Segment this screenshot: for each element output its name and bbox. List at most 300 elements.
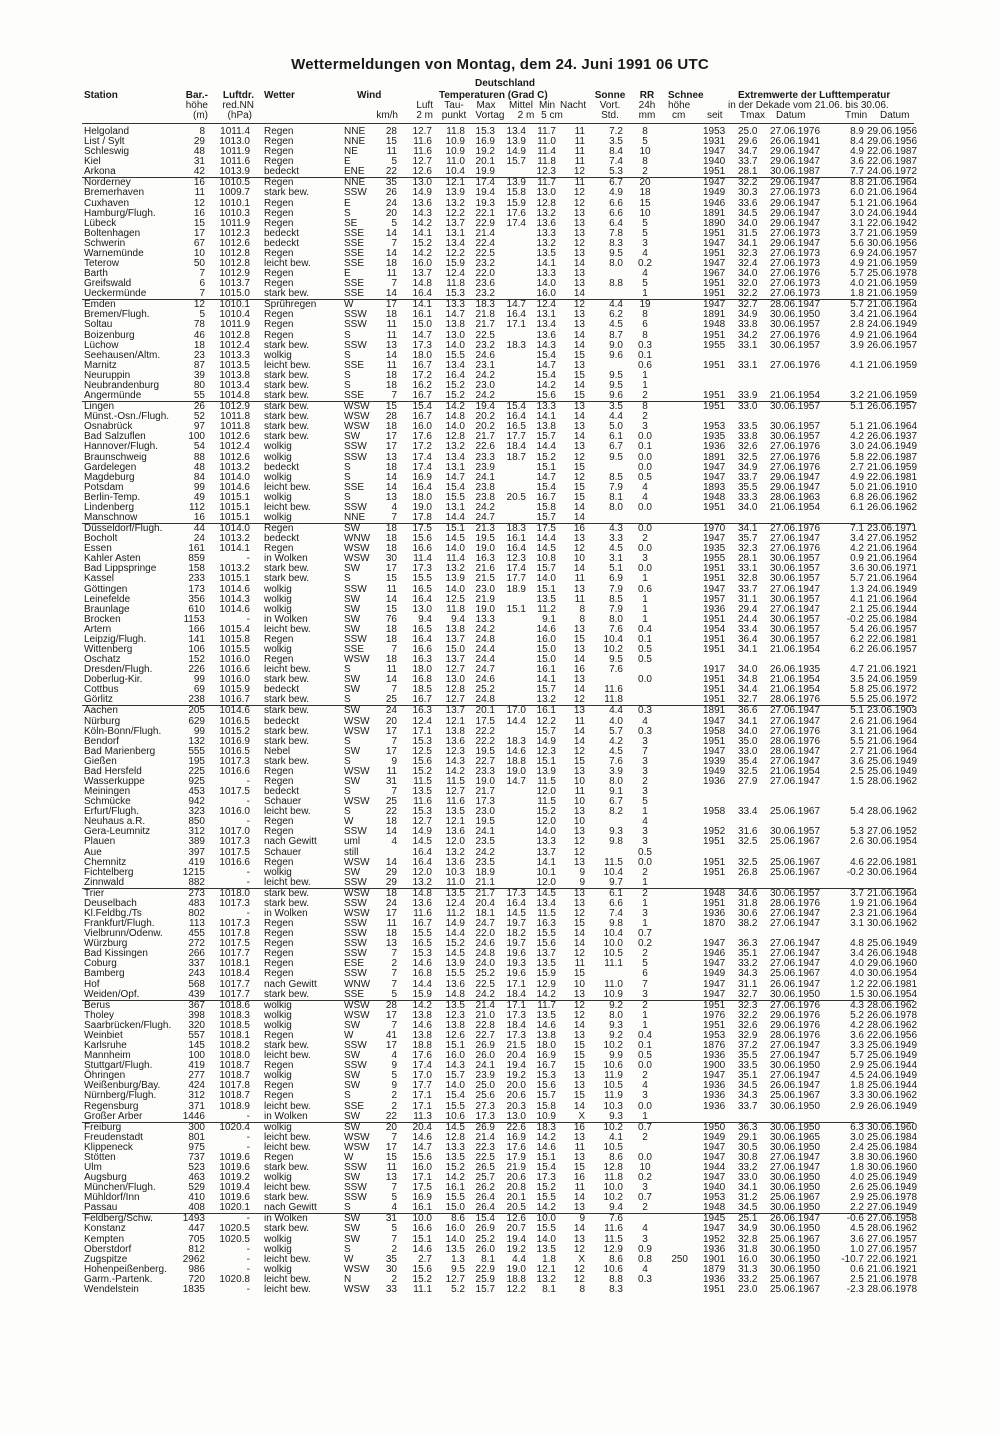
cell-barhoehe: 557 [188,1029,205,1041]
cell-sonne: 9.5 [609,654,623,666]
cell-tmax-datum: 27.06.1947 [770,1050,821,1062]
cell-tmin: 4.0 [850,1172,864,1184]
cell-wetter: stark bew. [264,431,310,443]
cell-wind-kmh: 28 [385,999,397,1011]
cell-luftdruck: 1014.6 [219,481,250,493]
cell-luft: 16.0 [412,1161,432,1173]
cell-rr: 8 [642,126,648,137]
cell-station: Freiburg [84,1121,122,1133]
cell-tmax-datum: 28.06.1976 [770,897,821,909]
cell-barhoehe: 419 [188,856,205,868]
cell-tmin-datum: 30.06.1971 [867,563,918,575]
cell-mittel: 16.1 [506,533,526,545]
cell-min: 15.7 [536,684,556,696]
cell-luftdruck: 1020.8 [219,1273,250,1285]
cell-seit: 1958 [703,725,726,737]
cell-wind-richtung: S [344,573,351,585]
cell-luft: 13.2 [412,876,432,888]
cell-wind-kmh: 17 [385,299,397,311]
cell-tmin: 5.1 [850,197,864,209]
cell-mittel: 21.9 [506,1161,526,1173]
cell-tmax-datum: 30.06.1957 [770,573,821,585]
cell-wind-richtung: W [344,1253,354,1265]
cell-tmin: 2.9 [850,1192,864,1204]
cell-seit: 1901 [703,1253,726,1265]
cell-wind-kmh: 2 [391,1273,397,1285]
cell-barhoehe: 320 [188,1019,205,1031]
cell-wind-richtung: S [344,369,351,381]
cell-min: 15.4 [536,349,556,361]
cell-station: Wendelstein [84,1283,139,1295]
cell-tmin-datum: 28.06.1962 [867,1019,918,1031]
cell-barhoehe: 529 [188,1182,205,1194]
cell-seit: 1953 [703,421,726,433]
cell-tmax-datum: 21.06.1954 [770,390,821,402]
cell-sonne: 10.4 [603,866,623,878]
header-luft-1: Luft [416,100,433,111]
cell-sonne: 11.8 [604,694,623,706]
cell-seit: 1940 [703,156,726,168]
cell-tmin: 5.2 [850,1009,864,1021]
station-row [0,1285,1000,1295]
cell-min: 13.5 [536,247,556,259]
cell-luftdruck: 1012.6 [219,451,250,463]
cell-sonne: 6.9 [609,573,623,585]
cell-tmin: 4.1 [850,359,864,371]
cell-rr: 4 [642,715,648,727]
cell-station: Schleswig [84,146,130,158]
cell-luft: 14.2 [412,217,432,229]
cell-sonne: 9.3 [609,1110,623,1122]
cell-taupunkt: 10.3 [445,866,465,878]
cell-luft: 17.1 [412,725,432,737]
cell-min: 14.4 [536,441,556,453]
cell-barhoehe: 447 [188,1223,205,1235]
cell-station: Kiel [84,156,101,168]
cell-tmin: 4.1 [850,593,864,605]
cell-station: Potsdam [84,481,124,493]
cell-wind-richtung: SSW [344,938,367,950]
cell-mittel: 19.0 [506,765,526,777]
header-tmin: Tmin [845,110,868,121]
cell-tmin-datum: 30.06.1962 [867,1090,918,1102]
cell-tmin-datum: 21.06.1964 [867,543,918,555]
cell-taupunkt: 10.9 [445,146,465,158]
cell-luftdruck: 1011.6 [220,156,250,168]
cell-station: Lindenberg [84,501,135,513]
cell-taupunkt: 14.8 [445,411,465,423]
cell-seit: 1947 [703,146,726,158]
cell-wind-kmh: 2 [391,1100,397,1112]
cell-tmax-datum: 27.06.1947 [770,1151,821,1163]
cell-wetter: bedeckt [264,237,300,249]
cell-tmin-datum: 21.06.1964 [867,725,918,737]
cell-sonne: 10.5 [603,1080,623,1092]
cell-sonne: 6.6 [609,897,623,909]
cell-nacht: 10 [573,776,585,787]
cell-nacht: 14 [573,288,585,300]
cell-max: 24.2 [475,390,495,402]
cell-rr: 0.3 [638,1273,652,1285]
station-row [0,574,1000,584]
cell-barhoehe: 225 [188,765,205,777]
cell-tmin: 6.2 [850,643,864,655]
cell-tmax: 34.0 [738,268,758,280]
cell-rr: 1 [642,573,648,585]
cell-tmax-datum: 21.06.1954 [770,684,821,696]
cell-min: 13.2 [536,207,556,219]
cell-wetter: leicht bew. [264,806,311,818]
cell-seit: 1951 [703,613,726,625]
cell-taupunkt: 9.5 [451,1263,465,1275]
cell-barhoehe: 397 [188,846,205,858]
cell-taupunkt: 16.4 [445,369,465,381]
cell-nacht: 11 [574,1182,585,1194]
cell-wind-kmh: 25 [385,796,397,808]
cell-barhoehe: 1835 [182,1283,205,1295]
cell-barhoehe: 113 [189,918,205,930]
cell-sonne: 6.6 [609,197,623,209]
cell-min: 13.6 [536,329,556,341]
cell-station: Plauen [84,836,116,848]
cell-tmin: -10.7 [841,1253,864,1265]
cell-taupunkt: 13.5 [445,806,465,818]
cell-luftdruck: 1015.1 [219,573,250,585]
cell-wind-kmh: 18 [385,633,397,645]
cell-barhoehe: 371 [188,1100,205,1112]
cell-tmax-datum: 21.06.1954 [770,674,821,686]
cell-max: 25.7 [475,1172,495,1184]
cell-tmin-datum: 26.06.1957 [867,623,918,635]
cell-wind-richtung: WSW [344,1263,370,1275]
cell-mittel: 17.4 [506,217,526,229]
cell-luftdruck: 1018.1 [219,958,250,970]
cell-seit: 1955 [703,553,726,565]
cell-tmax-datum: 30.06.1950 [770,1141,821,1153]
cell-luftdruck: 1013.4 [219,379,250,391]
cell-max: 18.3 [475,299,495,311]
cell-sonne: 8.1 [609,491,623,503]
cell-min: 15.1 [536,755,556,767]
cell-tmax: 32.4 [738,258,758,270]
cell-wind-richtung: SSW [344,1040,367,1052]
cell-max: 17.4 [475,177,495,189]
cell-seit: 1951 [703,359,726,371]
cell-station: Aachen [84,705,118,717]
cell-sonne: 4.4 [609,299,623,311]
cell-barhoehe: 859 [188,553,205,565]
cell-luft: 14.2 [412,247,432,259]
cell-barhoehe: 568 [188,978,205,990]
cell-nacht: 13 [573,1233,585,1245]
cell-luftdruck: 1012.4 [219,441,250,453]
cell-max: 25.6 [475,1090,495,1102]
cell-mittel: 17.3 [506,887,526,899]
cell-barhoehe: 986 [188,1263,205,1275]
cell-barhoehe: 408 [188,1202,205,1214]
cell-rr: 8 [642,156,648,168]
cell-wind-kmh: 22 [385,806,397,818]
cell-luft: 14.6 [412,1019,432,1031]
cell-tmax: 33.4 [738,806,758,818]
cell-wetter: Regen [264,938,294,950]
cell-wind-richtung: SSE [344,278,365,290]
cell-tmin: 3.8 [850,1151,864,1163]
cell-tmin: 6.8 [850,491,864,503]
cell-tmin-datum: 21.06.1959 [867,258,918,270]
cell-tmax-datum: 28.06.1976 [770,694,821,706]
cell-luft: 16.4 [412,593,432,605]
cell-rr: 0.3 [638,339,652,351]
cell-min: 14.6 [536,1141,556,1153]
cell-max: 23.8 [475,491,495,503]
cell-station: Schmücke [84,796,131,808]
station-row [0,1102,1000,1112]
cell-wetter: Schauer [264,796,302,808]
cell-rr: 1 [642,897,648,909]
cell-seit: 1951 [703,166,726,178]
cell-wetter: leicht bew. [264,1100,311,1112]
cell-tmin: 5.8 [850,684,864,696]
cell-wetter: in Wolken [264,553,308,565]
cell-wind-kmh: 17 [385,431,397,443]
cell-taupunkt: 13.6 [445,826,465,838]
cell-nacht: 14 [573,725,585,737]
cell-station: Bremen/Flugh. [84,309,150,321]
cell-taupunkt: 15.5 [445,968,465,980]
cell-tmin: 4.2 [850,1019,864,1031]
cell-max: 24.2 [475,369,495,381]
cell-tmin: 3.5 [850,674,864,686]
cell-taupunkt: 13.2 [445,197,465,209]
cell-mittel: 13.9 [506,136,526,148]
cell-barhoehe: 205 [188,705,205,717]
header-bar-1: Bar.- [185,90,208,101]
cell-nacht: 12 [573,1273,585,1285]
cell-taupunkt: 13.8 [445,725,465,737]
cell-tmax-datum: 29.06.1947 [770,156,821,168]
cell-rr: 3 [642,237,648,249]
cell-taupunkt: 13.4 [445,359,465,371]
cell-barhoehe: 312 [188,826,205,838]
cell-sonne: 10.3 [603,1100,623,1112]
cell-min: 15.7 [536,563,556,575]
cell-barhoehe: 300 [188,1121,205,1133]
header-schnee-1: Schnee [668,90,704,101]
cell-taupunkt: 11.2 [446,908,465,920]
cell-tmax: 25.0 [738,126,758,137]
header-min-1: Min [538,100,556,111]
cell-wind-richtung: S [344,735,351,747]
cell-min: 13.9 [536,765,556,777]
cell-wind-kmh: 30 [385,553,397,565]
cell-wind-richtung: SSW [344,187,367,199]
cell-min: 15.4 [536,481,556,493]
cell-wind-kmh: 18 [385,309,397,321]
cell-tmin: 4.0 [850,278,864,290]
cell-seit: 1951 [703,866,726,878]
cell-seit: 1949 [703,187,726,199]
cell-nacht: 14 [573,501,585,513]
cell-rr: 2 [642,1070,648,1082]
cell-sonne: 7.2 [609,126,623,137]
cell-tmin-datum: 25.06.1949 [867,1050,918,1062]
cell-luftdruck: 1017.5 [219,846,250,858]
header-datum-1: Datum [776,110,806,121]
cell-luft: 17.5 [412,1182,432,1194]
cell-station: Hannover/Flugh. [84,441,158,453]
cell-luftdruck: - [246,816,250,828]
cell-luft: 12.6 [412,166,432,178]
cell-tmax: 33.4 [738,623,758,635]
header-tmax: Tmax [740,110,765,121]
cell-luft: 14.6 [412,1243,432,1255]
cell-sonne: 11.6 [604,684,623,696]
cell-luft: 17.6 [412,1050,432,1062]
cell-nacht: 15 [573,968,585,980]
cell-wetter: Regen [264,309,294,321]
cell-luftdruck: 1018.1 [219,1029,250,1041]
cell-wind-kmh: 4 [391,836,397,848]
cell-wetter: wolkig [264,1121,292,1133]
cell-luft: 12.7 [412,816,432,828]
cell-tmax-datum: 27.06.1947 [770,908,821,920]
cell-tmax: 32.5 [738,856,758,868]
cell-tmin-datum: 26.06.1949 [867,1100,918,1112]
cell-luftdruck: 1018.6 [219,999,250,1011]
cell-seit: 1931 [703,136,726,148]
cell-luftdruck: - [246,1253,250,1265]
cell-rr: 8 [642,309,648,321]
cell-nacht: 12 [573,187,585,199]
cell-seit: 1951 [703,856,726,868]
cell-max: 23.9 [475,1070,495,1082]
cell-nacht: 14 [573,1192,585,1204]
cell-seit: 1947 [703,1172,726,1184]
cell-luftdruck: 1012.9 [219,401,250,413]
cell-barhoehe: 802 [188,908,205,920]
cell-luftdruck: 1016.6 [219,856,250,868]
cell-tmax: 34.1 [738,237,758,249]
cell-wind-kmh: 18 [385,421,397,433]
cell-station: Bad Salzuflen [84,431,146,443]
cell-station: Dresden/Flugh. [84,664,153,676]
cell-tmax: 35.1 [738,948,758,960]
cell-mittel: 16.4 [506,897,526,909]
cell-tmin: 2.9 [850,1060,864,1072]
cell-barhoehe: 1493 [182,1213,205,1225]
cell-max: 21.7 [475,786,495,798]
cell-max: 13.3 [475,613,495,625]
cell-wind-kmh: 7 [391,1182,397,1194]
cell-max: 19.5 [475,816,495,828]
cell-wetter: in Wolken [264,1110,308,1122]
cell-nacht: 15 [573,1040,585,1052]
cell-max: 17.5 [475,715,495,727]
header-luftdruck-1: Luftdr. [222,90,254,101]
cell-min: 16.1 [536,705,556,717]
cell-station: Kempten [84,1233,125,1245]
cell-sonne: 9.0 [609,339,623,351]
cell-barhoehe: 44 [193,523,205,535]
cell-tmax: 34.1 [738,643,758,655]
cell-wind-kmh: 7 [391,735,397,747]
cell-station: Cuxhaven [84,197,130,209]
cell-wind-richtung: SSW [344,1060,367,1072]
cell-min: 12.9 [536,978,556,990]
cell-rr: 10 [639,207,651,219]
cell-taupunkt: 12.3 [445,745,465,757]
cell-max: 22.5 [475,329,495,341]
cell-luftdruck: 1017.3 [219,836,250,848]
cell-nacht: 10 [573,978,585,990]
cell-seit: 1951 [703,227,726,239]
cell-luftdruck: 1013.3 [219,349,250,361]
cell-seit: 1953 [703,126,726,137]
cell-luft: 18.0 [412,491,432,503]
cell-seit: 1951 [703,1019,726,1031]
cell-tmin: 4.9 [850,329,864,341]
cell-tmax: 36.3 [738,1121,758,1133]
cell-tmax-datum: 30.06.1950 [770,1060,821,1072]
cell-tmax-datum: 29.06.1947 [770,146,821,158]
cell-taupunkt: 13.7 [445,633,465,645]
cell-sonne: 8.8 [609,278,623,290]
cell-max: 24.6 [475,349,495,361]
cell-wind-kmh: 18 [385,523,397,535]
cell-luft: 16.7 [412,694,432,706]
cell-nacht: 12 [573,846,585,858]
cell-wetter: stark bew. [264,705,310,717]
cell-mittel: 19.7 [506,938,526,950]
cell-nacht: 11 [574,593,585,605]
cell-wind-richtung: SSW [344,1192,367,1204]
cell-wetter: Regen [264,1029,294,1041]
cell-tmin-datum: 21.06.1921 [867,664,918,676]
cell-wetter: Regen [264,633,294,645]
cell-wind-kmh: 9 [391,1080,397,1092]
cell-nacht: 14 [573,411,585,423]
cell-max: 22.4 [475,237,495,249]
cell-nacht: 15 [573,755,585,767]
cell-wind-kmh: 14 [385,227,397,239]
cell-min: 15.0 [536,654,556,666]
station-row [0,645,1000,655]
cell-tmax-datum: 30.06.1950 [770,1243,821,1255]
cell-luft: 15.9 [412,988,432,1000]
cell-tmin-datum: 21.06.1959 [867,288,918,300]
cell-seit: 1951 [703,1283,726,1295]
cell-tmin-datum: 21.06.1964 [867,897,918,909]
cell-tmax: 33.1 [738,563,758,575]
cell-min: 15.8 [536,1100,556,1112]
cell-station: Hohenpeißenberg. [84,1263,167,1275]
cell-barhoehe: 1215 [182,866,205,878]
cell-max: 20.4 [475,897,495,909]
cell-tmin: 4.5 [850,1223,864,1235]
cell-seit: 1917 [703,664,726,676]
cell-sonne: 4.4 [609,705,623,717]
cell-station: Manschnow [84,511,138,523]
cell-tmax-datum: 30.06.1950 [770,1253,821,1265]
header-datum-2: Datum [880,110,910,121]
cell-wind-richtung: WSW [344,654,370,666]
cell-wind-richtung: SSW [344,1161,367,1173]
cell-tmin: 3.0 [850,207,864,219]
cell-wetter: in Wolken [264,613,308,625]
cell-tmax: 34.4 [738,684,758,696]
cell-tmax-datum: 27.06.1976 [770,268,821,280]
